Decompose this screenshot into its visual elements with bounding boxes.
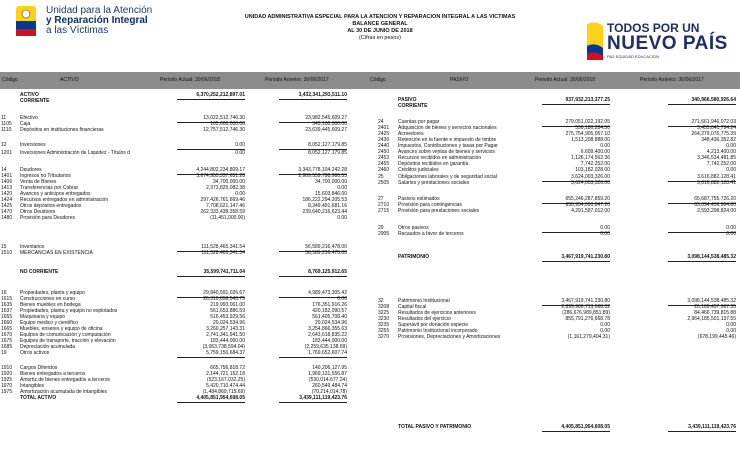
account-label: Maquinaria y equipo — [20, 314, 66, 320]
subtotal-rule — [279, 357, 347, 358]
current-period-value: 35,599,741,711.04 — [203, 269, 245, 275]
account-label: Muebles, enseres y equipo de oficina — [20, 326, 103, 332]
current-period-value: 34,700,000.00 — [213, 179, 245, 185]
section-heading: TOTAL PASIVO Y PATRIMONIO — [398, 424, 472, 430]
account-code: 15 — [1, 244, 7, 250]
previous-period-value: 239,640,216,623.44 — [302, 209, 347, 215]
current-period-value: 665,756,818.72 — [210, 365, 245, 371]
account-label: Inventarios — [20, 244, 45, 250]
previous-period-value: 8,052,127,179.85 — [308, 150, 347, 156]
previous-period-value: 2,643,618,835.22 — [308, 332, 347, 338]
previous-period-value: 0.00 — [726, 328, 736, 334]
account-label: Provisiones, Depreciaciones y Amortizaciones — [398, 334, 501, 340]
account-code: 1920 — [1, 371, 13, 377]
account-label: MERCANCIAS EN EXISTENCIA — [20, 250, 93, 256]
account-code: 2460 — [378, 167, 390, 173]
subtotal-rule — [542, 261, 610, 262]
current-period-value: 29,840,591,026.67 — [203, 290, 245, 296]
current-period-value: 12,757,512,746.30 — [203, 127, 245, 133]
previous-period-value: 3,343,778,104,242.28 — [298, 167, 347, 173]
account-label: Provisión para prestaciones sociales — [398, 208, 480, 214]
account-code: 1424 — [1, 197, 13, 203]
account-code: 1401 — [1, 173, 13, 179]
account-code: 1105 — [1, 121, 12, 127]
previous-period-value: 84,466,739,815.88 — [694, 310, 736, 316]
previous-period-value: 2,593,298,824.00 — [697, 208, 736, 214]
previous-period-value: 23,982,545,609.27 — [305, 115, 347, 121]
account-label: Retención en la fuente e impuesto de timbre — [398, 137, 497, 143]
current-period-value: 26,310,658,543.75 — [203, 296, 245, 302]
account-label: Patrimonio Institucional incorporado — [398, 328, 478, 334]
current-period-value: 3,260,257,143.31 — [206, 326, 245, 332]
account-code: 3225 — [378, 310, 390, 316]
previous-period-value: 271,661,946,072.03 — [691, 119, 736, 125]
previous-period-value: 2,964,185,501,137.55 — [687, 316, 736, 322]
section-heading: PATRIMONIO — [398, 254, 430, 260]
account-label: Caja — [20, 121, 31, 127]
subtotal-rule — [542, 431, 610, 432]
current-period-value: 0.00 — [600, 328, 610, 334]
current-period-value: 4,244,802,234,809.17 — [196, 167, 245, 173]
account-code: 2905 — [378, 231, 390, 237]
account-code: 19 — [1, 350, 7, 356]
previous-period-value: 561,405,708.40 — [312, 314, 347, 320]
current-period-value: 550,180,284.50 — [575, 125, 610, 131]
current-period-value: 5,759,150,684.37 — [206, 350, 245, 356]
previous-period-value: (530,014,677.24) — [308, 377, 347, 383]
previous-period-value: 26,169,457,967.35 — [694, 304, 736, 310]
subtotal-rule — [177, 357, 245, 358]
current-period-value: (1,161,279,404.31) — [567, 334, 610, 340]
current-period-value: 3,467,919,741,230.80 — [561, 254, 610, 260]
previous-period-value: 0.00 — [726, 167, 736, 173]
account-code: 2715 — [378, 208, 390, 214]
current-period-value: 103,182,028.00 — [575, 167, 610, 173]
current-period-value: 6,370,252,212,897.01 — [196, 92, 245, 98]
account-label: Construcciones en curso — [20, 296, 76, 302]
account-code: 1655 — [1, 314, 13, 320]
section-heading: PASIVO — [398, 97, 417, 103]
logo-line-2: y Reparación Integral — [46, 15, 148, 26]
colombia-shield-icon — [12, 4, 40, 38]
logo-right-line-1: TODOS POR UN — [607, 21, 700, 35]
account-label: Otros activos — [20, 350, 50, 356]
current-period-value: 7,708,621,147.46 — [206, 203, 245, 209]
col-activo: ACTIVO — [60, 77, 79, 83]
account-label: Deudores — [20, 167, 42, 173]
account-code: 1925 — [1, 377, 13, 383]
current-period-value: 3,674,955,337,651.28 — [196, 173, 245, 179]
logo-text — [46, 6, 152, 36]
account-code: 3255 — [378, 328, 390, 334]
previous-period-value: 3,616,882,128.41 — [697, 180, 736, 186]
logo-line-1: Unidad para la Atención — [46, 5, 153, 16]
previous-period-value: 0.00 — [726, 143, 736, 149]
account-label: Capital fiscal — [398, 304, 427, 310]
account-label: Intangibles — [20, 383, 45, 389]
col-codigo-left: Código — [2, 77, 18, 83]
subtotal-rule — [279, 276, 347, 277]
current-period-value: 6,609,400.00 — [580, 149, 610, 155]
account-code: 29 — [378, 225, 384, 231]
current-period-value: (523,167,032.25) — [206, 377, 245, 383]
previous-period-value: 3,254,866,355.63 — [308, 326, 347, 332]
previous-period-value: (2,259,635,138.09) — [304, 344, 347, 350]
section-heading: NO CORRIENTE — [20, 269, 59, 275]
account-code: 1970 — [1, 383, 13, 389]
previous-period-value: 0.00 — [337, 296, 347, 302]
account-code: 2450 — [378, 149, 390, 155]
account-label: Bienes entregados a terceros — [20, 371, 86, 377]
account-label: Equipos de transporte, tracción y elevación — [20, 338, 116, 344]
previous-period-value: 7,742,252.00 — [706, 161, 736, 167]
account-label: Créditos judiciales — [398, 167, 439, 173]
current-period-value: 650,954,690,847.20 — [565, 202, 610, 208]
account-code: 1615 — [1, 296, 13, 302]
account-code: 1406 — [1, 179, 13, 185]
previous-period-value: 3,098,144,538,485.32 — [687, 254, 736, 260]
account-code: 32 — [378, 298, 384, 304]
account-code: 1660 — [1, 320, 13, 326]
account-code: 1480 — [1, 215, 13, 221]
previous-period-value: 0.00 — [337, 215, 347, 221]
previous-period-value: 3,432,341,293,511.10 — [298, 92, 347, 98]
account-label: Salarios y prestaciones sociales — [398, 180, 470, 186]
current-period-value: 4,291,597,012.00 — [571, 208, 610, 214]
account-code: 1425 — [1, 203, 13, 209]
account-label: Propiedades, planta y equipo no explotados — [20, 308, 118, 314]
current-period-value: 0.00 — [600, 143, 610, 149]
account-label: Amortización acumulada de intangibles — [20, 389, 107, 395]
title-date: AL 30 DE JUNIO DE 2018 — [347, 28, 413, 34]
current-period-value: 3,624,003,326.00 — [571, 174, 610, 180]
account-label: Ingresos no Tributarios — [20, 173, 71, 179]
previous-period-value: (70,214,014.78) — [311, 389, 347, 395]
account-code: 2401 — [378, 125, 390, 131]
account-code: 1201 — [1, 150, 13, 156]
previous-period-value: 23,639,445,609.27 — [305, 127, 347, 133]
previous-period-value: 176,351,916.26 — [312, 302, 347, 308]
current-period-value: 165,000,000.00 — [210, 121, 245, 127]
account-code: 27 — [378, 196, 384, 202]
previous-period-value: 340,966,580,926.64 — [691, 97, 736, 103]
account-label: Pasivos estimados — [398, 196, 440, 202]
account-code: 1110 — [1, 127, 12, 133]
todos-por-un-nuevo-pais-logo — [585, 18, 735, 62]
account-label: Equipos de comunicación y computación — [20, 332, 111, 338]
previous-period-value: 20,024,534.96 — [315, 320, 347, 326]
account-label: Provisión para contingencias — [398, 202, 462, 208]
unidad-victimas-logo — [12, 4, 202, 44]
previous-period-value: (678,199,445.46) — [697, 334, 736, 340]
previous-period-value: 34,700,000.00 — [315, 179, 347, 185]
previous-period-value: 65,687,755,726.20 — [694, 196, 736, 202]
previous-period-value: 3,439,111,119,423.76 — [688, 424, 736, 430]
previous-period-value: 348,436,352.82 — [701, 137, 736, 143]
account-code: 1910 — [1, 365, 13, 371]
col-codigo-right: Código — [370, 77, 386, 83]
colombia-flag-icon — [585, 20, 605, 60]
section-heading: TOTAL ACTIVO — [20, 395, 57, 401]
account-label: Provisión para Deudores — [20, 215, 76, 221]
account-label: Amortiz.de bienes entregados a terceros — [20, 377, 111, 383]
current-period-value: 275,754,905,057.10 — [565, 131, 610, 137]
account-label: Bienes muebles en bodega — [20, 302, 81, 308]
subtotal-rule — [668, 261, 736, 262]
account-code: 3235 — [378, 322, 390, 328]
previous-period-value: 3,346,534,481.85 — [697, 155, 736, 161]
previous-period-value: 4,213,400.00 — [706, 149, 736, 155]
current-period-value: 1,513,208,888.00 — [571, 137, 610, 143]
account-code: 12 — [1, 142, 7, 148]
account-code: 14 — [1, 167, 7, 173]
previous-period-value: 420,182,090.57 — [312, 308, 347, 314]
account-code: 1637 — [1, 308, 13, 314]
current-period-value: 13,022,512,746.30 — [203, 115, 245, 121]
previous-period-value: 0.00 — [726, 225, 736, 231]
current-period-value: 279,051,022,192.05 — [565, 119, 610, 125]
account-code: 1420 — [1, 191, 13, 197]
current-period-value: 4,405,851,954,608.05 — [196, 395, 245, 401]
current-period-value: 2,899,966,713,568.32 — [561, 304, 610, 310]
account-label: Superávit por donación especie — [398, 322, 469, 328]
subtotal-rule — [668, 104, 736, 105]
account-label: Equipo médico y científico — [20, 320, 79, 326]
previous-period-value: 343,100,000.00 — [312, 121, 347, 127]
subtotal-rule — [177, 99, 245, 100]
previous-period-value: 8,052,127,179.85 — [308, 142, 347, 148]
account-label: Depósitos en instituciones financieras — [20, 127, 104, 133]
subtotal-rule — [279, 402, 347, 403]
previous-period-value: 15,603,846.00 — [315, 191, 347, 197]
account-label: Depreciación acumulada — [20, 344, 76, 350]
logo-right-line-2: NUEVO PAÍS — [607, 33, 728, 54]
previous-period-value: 1,769,652,607.74 — [308, 350, 347, 356]
previous-period-value: 4,989,473,305.42 — [308, 290, 347, 296]
current-period-value: 183,444,000.00 — [210, 338, 245, 344]
previous-period-value: 0.00 — [726, 231, 736, 237]
column-header-bar — [0, 72, 740, 89]
account-label: Acreedores — [398, 131, 424, 137]
previous-period-value: 56,589,216,478.00 — [305, 244, 347, 250]
account-label: Resultados de ejercicios anteriores — [398, 310, 476, 316]
account-label: Adquisición de bienes y servicios nacionales — [398, 125, 497, 131]
previous-period-value: 63,094,456,904.80 — [694, 202, 736, 208]
subtotal-rule — [177, 402, 245, 403]
current-period-value: 3,467,919,741,230.80 — [561, 298, 610, 304]
account-code: 2710 — [378, 202, 390, 208]
account-label: Resultados del ejercicio — [398, 316, 451, 322]
account-code: 1510 — [1, 250, 13, 256]
col-periodo-actual-right: Periodo Actual: 30/06/2018 — [535, 77, 596, 83]
col-periodo-anterior-right: Periodo Anterior: 30/06/2017 — [640, 77, 704, 83]
logo-right-line-3: PAZ EQUIDAD EDUCACIÓN — [607, 54, 659, 59]
previous-period-value: 1,969,131,556.87 — [308, 371, 347, 377]
account-code: 1675 — [1, 338, 13, 344]
account-code: 2453 — [378, 155, 390, 161]
subtotal-rule — [542, 104, 610, 105]
account-label: Recursos recibidos en administración — [398, 155, 482, 161]
section-heading: CORRIENTE — [20, 98, 50, 104]
previous-period-value: 56,589,216,478.00 — [305, 250, 347, 256]
current-period-value: (11,451,000.00) — [210, 215, 245, 221]
previous-period-value: 0.00 — [726, 322, 736, 328]
account-code: 25 — [378, 174, 384, 180]
account-code: 1670 — [1, 332, 13, 338]
account-code: 3230 — [378, 316, 390, 322]
account-label: Otros depósitos entregados — [20, 203, 82, 209]
current-period-value: 0.00 — [235, 142, 245, 148]
account-label: Transferencias por Cobrar — [20, 185, 79, 191]
previous-period-value: 2,909,559,798,986.55 — [298, 173, 347, 179]
previous-period-value: 8,349,491,681.16 — [308, 203, 347, 209]
account-code: 24 — [378, 119, 384, 125]
current-period-value: 855,791,276,668.78 — [565, 316, 610, 322]
previous-period-value: 264,279,076,775.39 — [691, 131, 736, 137]
current-period-value: (286,676,989,851.89) — [562, 310, 610, 316]
account-label: Obligaciones laborales y de seguridad social — [398, 174, 497, 180]
current-period-value: 655,246,287,859.20 — [565, 196, 610, 202]
previous-period-value: 3,616,882,128.41 — [697, 174, 736, 180]
current-period-value: 111,528,465,341.54 — [201, 244, 245, 250]
current-period-value: (3,063,738,594.04) — [202, 344, 245, 350]
current-period-value: 0.00 — [235, 191, 245, 197]
previous-period-value: 183,444,000.00 — [312, 338, 347, 344]
account-label: Venta de Bienes — [20, 179, 57, 185]
account-code: 1413 — [1, 185, 13, 191]
account-label: Cuentas por pagar — [398, 119, 440, 125]
previous-period-value: 8,769,125,912.65 — [308, 269, 347, 275]
col-periodo-actual-left: Periodo Actual: 30/06/2018 — [160, 77, 221, 83]
title-units: (Cifras en pesos) — [359, 35, 401, 41]
current-period-value: 3,624,003,326.00 — [571, 180, 610, 186]
title-report: BALANCE GENERAL — [352, 21, 408, 27]
current-period-value: 219,993,061.00 — [210, 302, 245, 308]
previous-period-value: 3,455,841,794.24 — [697, 125, 736, 131]
account-code: 2440 — [378, 143, 390, 149]
current-period-value: 2,741,341,941.50 — [206, 332, 245, 338]
current-period-value: 297,426,761,669.46 — [200, 197, 245, 203]
current-period-value: 2,144,721,152.18 — [206, 371, 245, 377]
current-period-value: 0.00 — [600, 231, 610, 237]
account-code: 3208 — [378, 304, 390, 310]
current-period-value: (1,484,869,715.69) — [202, 389, 245, 395]
account-label: Avances y anticipos entregados — [20, 191, 91, 197]
current-period-value: 0.00 — [600, 225, 610, 231]
account-label: Otros pasivos — [398, 225, 429, 231]
report-title — [200, 14, 560, 42]
account-code: 2425 — [378, 131, 390, 137]
account-label: Otros Deudores — [20, 209, 56, 215]
account-label: Inversiones Administración de Liquidez - Títulos d — [20, 150, 130, 156]
section-heading: ACTIVO — [20, 92, 39, 98]
current-period-value: 20,024,534.96 — [213, 320, 245, 326]
current-period-value: 937,932,213,377.25 — [565, 97, 610, 103]
account-label: Patrimonio Institucional — [398, 298, 450, 304]
previous-period-value: 140,206,127.95 — [312, 365, 347, 371]
previous-period-value: 0.00 — [337, 185, 347, 191]
account-code: 16 — [1, 290, 7, 296]
title-entity: UNIDAD ADMINISTRATIVA ESPECIAL PARA LA ATENCION Y REPARACION INTEGRAL A LAS VICTIMAS — [244, 14, 516, 20]
account-code: 3270 — [378, 334, 390, 340]
account-code: 1685 — [1, 344, 13, 350]
account-code: 1665 — [1, 326, 13, 332]
col-pasivo: PASIVO — [450, 77, 469, 83]
account-label: Cargos Diferidos — [20, 365, 58, 371]
account-label: Efectivo — [20, 115, 38, 121]
current-period-value: 2,373,825,082.38 — [206, 185, 245, 191]
account-code: 11 — [1, 115, 7, 121]
current-period-value: 7,742,252.00 — [580, 161, 610, 167]
page-header — [0, 0, 740, 70]
previous-period-value: 3,098,144,538,485.32 — [687, 298, 736, 304]
account-code: 1975 — [1, 389, 13, 395]
section-heading: CORRIENTE — [398, 103, 428, 109]
current-period-value: 0.00 — [235, 150, 245, 156]
subtotal-rule — [279, 99, 347, 100]
current-period-value: 5,420,710,474.44 — [206, 383, 245, 389]
col-periodo-anterior-left: Periodo Anterior: 30/06/2017 — [265, 77, 329, 83]
subtotal-rule — [668, 431, 736, 432]
current-period-value: 561,653,886.59 — [210, 308, 245, 314]
current-period-value: 111,528,465,341.54 — [201, 250, 245, 256]
previous-period-value: 186,222,294,205.53 — [302, 197, 347, 203]
logo-line-3: a las Víctimas — [46, 25, 109, 36]
account-code: 2455 — [378, 161, 390, 167]
current-period-value: 0.00 — [600, 322, 610, 328]
current-period-value: 262,333,438,358.59 — [200, 209, 245, 215]
account-code: 2436 — [378, 137, 390, 143]
previous-period-value: 3,439,111,119,423.76 — [299, 395, 347, 401]
account-label: Inversiones — [20, 142, 46, 148]
account-label: Propiedades, planta y equipo — [20, 290, 85, 296]
account-label: Impuestos, Contribuciones y tasas por Pagar — [398, 143, 498, 149]
account-label: Avances sobre ventas de bienes y servicios — [398, 149, 495, 155]
account-code: 1635 — [1, 302, 13, 308]
account-code: 2505 — [378, 180, 390, 186]
account-label: Recaudos a favor de terceros — [398, 231, 464, 237]
current-period-value: 4,405,851,954,608.05 — [561, 424, 610, 430]
current-period-value: 1,126,174,562.36 — [571, 155, 610, 161]
previous-period-value: 260,549,484.74 — [312, 383, 347, 389]
account-label: Depósitos recibidos en garantía — [398, 161, 469, 167]
account-label: Recursos entregados en administración — [20, 197, 109, 203]
subtotal-rule — [177, 276, 245, 277]
account-code: 1470 — [1, 209, 13, 215]
current-period-value: 516,453,929.56 — [210, 314, 245, 320]
